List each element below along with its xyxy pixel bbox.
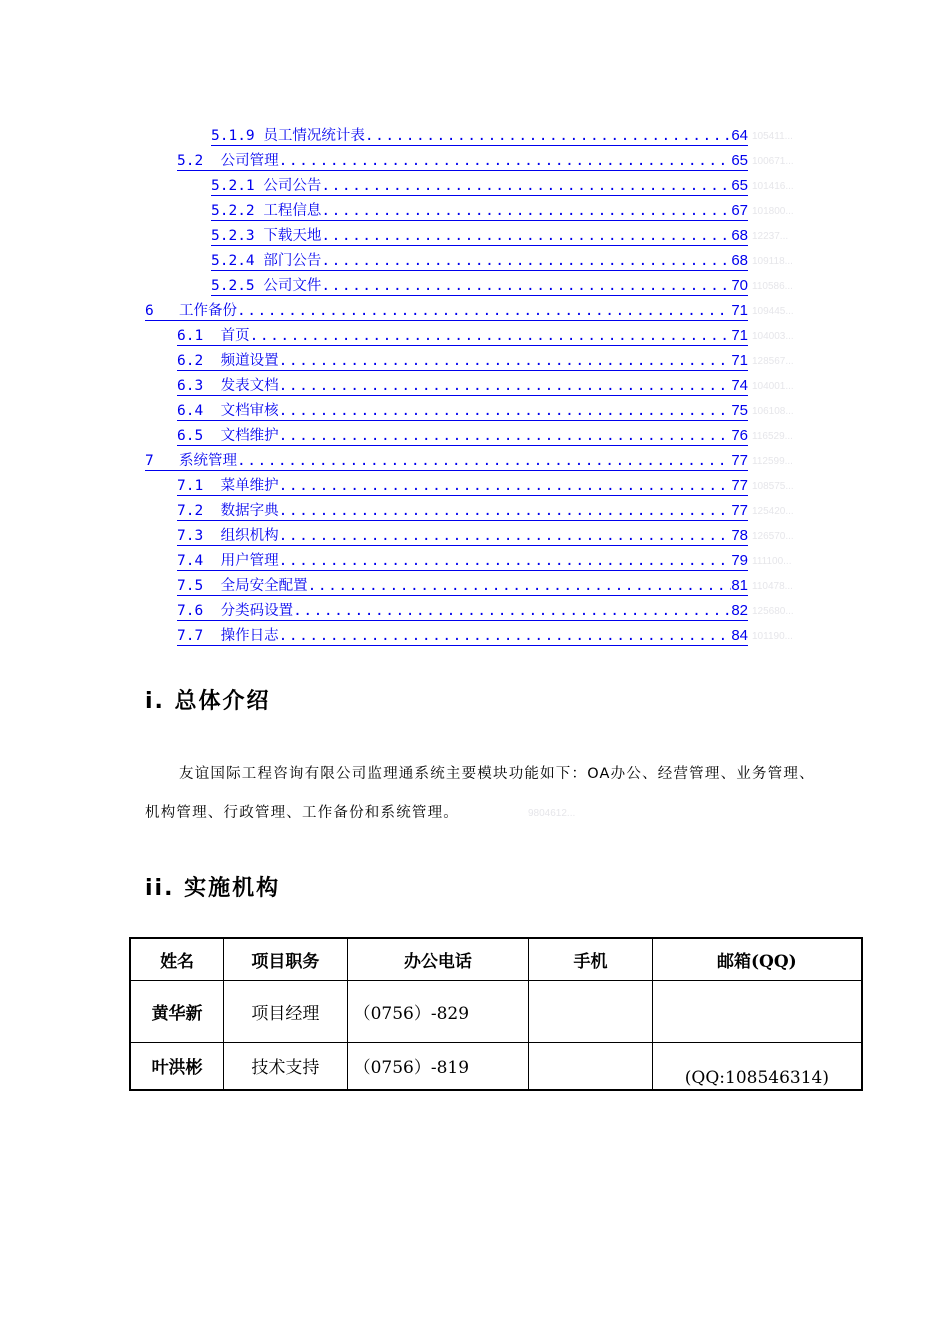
toc-title: 工程信息 (263, 203, 322, 219)
toc-entry[interactable] (177, 324, 748, 346)
toc-entry[interactable] (177, 149, 748, 171)
toc-ghost-text: 109445... (752, 306, 794, 317)
toc-ghost-text: 100671... (752, 156, 794, 167)
toc-ghost-text: 101800... (752, 206, 794, 217)
toc-title: 全局安全配置 (220, 578, 308, 594)
toc-title: 工作备份 (179, 303, 237, 319)
cell-name: 黄华新 (130, 980, 224, 1042)
paragraph-ghost-text: 9804612... (528, 808, 576, 819)
cell-mobile (529, 980, 652, 1042)
toc-title: 发表文档 (220, 378, 279, 394)
toc-ghost-text: 111100... (752, 556, 792, 567)
toc-ghost-text: 112599... (752, 456, 793, 467)
toc-entry[interactable] (211, 274, 748, 296)
table-row (130, 1042, 862, 1090)
header-office-phone: 办公电话 (347, 938, 529, 980)
toc-leader-dots (279, 352, 732, 370)
toc-number: 7.1 (177, 478, 204, 494)
toc-number: 7.6 (177, 603, 204, 619)
toc-page-number: 71 (731, 327, 748, 344)
toc-number: 7 (145, 453, 154, 469)
toc-entry[interactable] (177, 549, 748, 571)
toc-page-number: 84 (731, 627, 748, 644)
cell-role: 技术支持 (224, 1042, 347, 1090)
toc-ghost-text: 116529... (752, 431, 793, 442)
toc-entry[interactable] (177, 349, 748, 371)
toc-entry[interactable] (177, 499, 748, 521)
toc-page-number: 81 (731, 577, 748, 594)
toc-number: 5.2.3 (211, 228, 255, 244)
toc-number: 5.2.1 (211, 178, 255, 194)
toc-title: 频道设置 (220, 353, 279, 369)
toc-leader-dots (237, 452, 731, 470)
toc-ghost-text: 106108... (752, 406, 794, 417)
toc-number: 6.4 (177, 403, 204, 419)
toc-leader-dots (365, 127, 731, 145)
toc-leader-dots (321, 277, 731, 295)
toc-page-number: 67 (731, 202, 748, 219)
toc-title: 文档维护 (220, 428, 279, 444)
toc-number: 5.1.9 (211, 128, 255, 144)
cell-role: 项目经理 (224, 980, 347, 1042)
toc-entry[interactable] (177, 524, 748, 546)
toc-entry[interactable] (177, 599, 748, 621)
toc-page-number: 70 (731, 277, 748, 294)
toc-number: 5.2.5 (211, 278, 255, 294)
toc-title: 文档审核 (220, 403, 279, 419)
toc-page-number: 82 (731, 602, 748, 619)
toc-entry[interactable] (177, 424, 748, 446)
cell-mobile (529, 1042, 652, 1090)
header-role: 项目职务 (224, 938, 347, 980)
toc-leader-dots (321, 252, 731, 270)
toc-entry[interactable] (177, 474, 748, 496)
toc-leader-dots (279, 402, 732, 420)
section-heading-organization: ii. 实施机构 (145, 876, 281, 901)
toc-number: 7.7 (177, 628, 204, 644)
cell-office-phone: （0756）-829 (347, 980, 529, 1042)
toc-leader-dots (279, 527, 732, 545)
toc-number: 7.5 (177, 578, 204, 594)
toc-entry[interactable] (177, 374, 748, 396)
toc-entry[interactable] (177, 574, 748, 596)
toc-number: 6.1 (177, 328, 204, 344)
toc-ghost-text: 101416... (752, 181, 794, 192)
toc-page-number: 65 (731, 152, 748, 169)
toc-number: 6.5 (177, 428, 204, 444)
toc-leader-dots (279, 427, 732, 445)
toc-ghost-text: 101190... (752, 631, 793, 642)
toc-leader-dots (279, 627, 732, 645)
section-heading-overview: i. 总体介绍 (145, 689, 271, 714)
table-header-row (130, 938, 862, 980)
toc-title: 分类码设置 (220, 603, 294, 619)
toc-ghost-text: 108575... (752, 481, 794, 492)
organization-table (129, 937, 863, 1091)
toc-ghost-text: 109118... (752, 256, 793, 267)
toc-page-number: 64 (731, 127, 748, 144)
toc-leader-dots (293, 602, 731, 620)
toc-number: 5.2.2 (211, 203, 255, 219)
overview-text: 友谊国际工程咨询有限公司监理通系统主要模块功能如下：OA办公、经营管理、业务管理、机构管理、行政管理、工作备份和系统管理。 (145, 766, 815, 821)
toc-title: 数据字典 (220, 503, 279, 519)
toc-ghost-text: 105411... (752, 131, 793, 142)
toc-page-number: 65 (731, 177, 748, 194)
toc-entry[interactable] (211, 224, 748, 246)
toc-number: 6 (145, 303, 154, 319)
cell-email: (QQ:108546314) (652, 1042, 862, 1090)
toc-ghost-text: 125680... (752, 606, 794, 617)
toc-title: 系统管理 (179, 453, 237, 469)
toc-leader-dots (279, 477, 732, 495)
toc-entry[interactable] (177, 399, 748, 421)
toc-entry[interactable] (211, 124, 748, 146)
toc-page-number: 71 (731, 352, 748, 369)
toc-title: 公司管理 (220, 153, 279, 169)
toc-number: 7.3 (177, 528, 204, 544)
toc-page-number: 76 (731, 427, 748, 444)
header-email: 邮箱(QQ) (652, 938, 862, 980)
toc-leader-dots (279, 502, 732, 520)
toc-page-number: 79 (731, 552, 748, 569)
toc-page-number: 77 (731, 477, 748, 494)
toc-title: 公司文件 (263, 278, 322, 294)
toc-entry[interactable] (177, 624, 748, 646)
toc-leader-dots (321, 177, 731, 195)
toc-ghost-text: 110478... (752, 581, 793, 592)
toc-title: 公司公告 (263, 178, 322, 194)
toc-ghost-text: 104003... (752, 331, 794, 342)
toc-title: 首页 (220, 328, 250, 344)
toc-title: 部门公告 (263, 253, 322, 269)
toc-number: 5.2 (177, 153, 204, 169)
cell-office-phone: （0756）-819 (347, 1042, 529, 1090)
toc-title: 下载天地 (263, 228, 322, 244)
toc-leader-dots (250, 327, 732, 345)
toc-leader-dots (237, 302, 731, 320)
header-name: 姓名 (130, 938, 224, 980)
toc-leader-dots (279, 377, 732, 395)
toc-page-number: 77 (731, 502, 748, 519)
table-row (130, 980, 862, 1042)
toc-page-number: 74 (731, 377, 748, 394)
toc-page-number: 68 (731, 227, 748, 244)
toc-ghost-text: 126570... (752, 531, 794, 542)
cell-name: 叶洪彬 (130, 1042, 224, 1090)
toc-leader-dots (279, 552, 732, 570)
toc-ghost-text: 104001... (752, 381, 794, 392)
toc-leader-dots (321, 202, 731, 220)
toc-page-number: 68 (731, 252, 748, 269)
toc-leader-dots (279, 152, 732, 170)
toc-entry[interactable] (211, 174, 748, 196)
toc-title: 菜单维护 (220, 478, 279, 494)
toc-ghost-text: 128567... (752, 356, 794, 367)
toc-number: 7.2 (177, 503, 204, 519)
toc-number: 5.2.4 (211, 253, 255, 269)
cell-email (652, 980, 862, 1042)
toc-entry[interactable] (211, 249, 748, 271)
toc-number: 6.2 (177, 353, 204, 369)
toc-page-number: 78 (731, 527, 748, 544)
toc-title: 员工情况统计表 (263, 128, 365, 144)
toc-title: 用户管理 (220, 553, 279, 569)
toc-page-number: 77 (731, 452, 748, 469)
toc-ghost-text: 125420... (752, 506, 794, 517)
toc-ghost-text: 12237... (752, 231, 789, 242)
toc-number: 7.4 (177, 553, 204, 569)
toc-entry[interactable] (145, 449, 748, 471)
toc-ghost-text: 110586... (752, 281, 793, 292)
toc-page-number: 71 (731, 302, 748, 319)
toc-entry[interactable] (145, 299, 748, 321)
toc-number: 6.3 (177, 378, 204, 394)
toc-title: 操作日志 (220, 628, 279, 644)
toc-leader-dots (321, 227, 731, 245)
toc-page-number: 75 (731, 402, 748, 419)
toc-leader-dots (308, 577, 732, 595)
header-mobile: 手机 (529, 938, 652, 980)
toc-entry[interactable] (211, 199, 748, 221)
toc-title: 组织机构 (220, 528, 279, 544)
overview-paragraph (145, 755, 825, 833)
